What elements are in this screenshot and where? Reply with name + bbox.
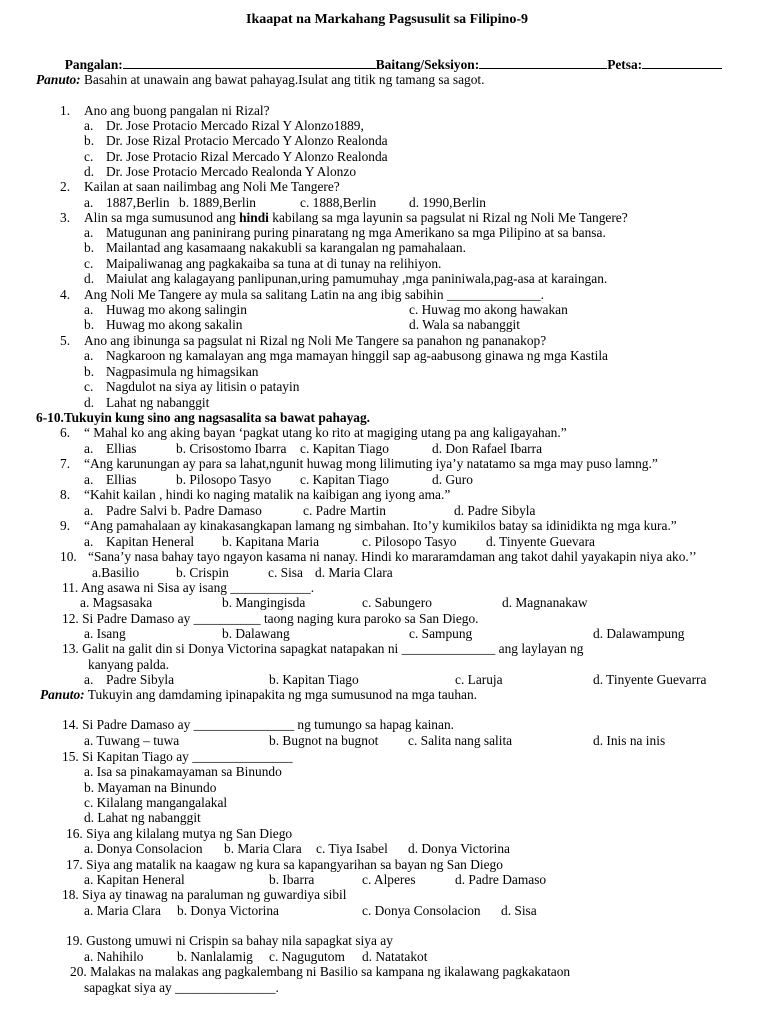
choice-label: a. bbox=[84, 302, 94, 317]
q10-choice-c: c. Sisa bbox=[268, 565, 303, 580]
q9-choice-c: c. Pilosopo Tasyo bbox=[362, 534, 457, 549]
choice-label: c. bbox=[84, 149, 94, 164]
choice-label: a. bbox=[84, 118, 94, 133]
section-number: 6-10. bbox=[36, 410, 64, 425]
panuto-text: Tukuyin ang damdaming ipinapakita ng mga sumusunod na mga tauhan. bbox=[84, 687, 478, 702]
q10-choice-d: d. Maria Clara bbox=[315, 565, 393, 580]
q15-choice-a: a. Isa sa pinakamayaman sa Binundo bbox=[84, 764, 282, 779]
q11-choice-d: d. Magnanakaw bbox=[502, 595, 588, 610]
q16-choice-b: b. Maria Clara bbox=[224, 841, 302, 856]
q16-stem: 16. Siya ang kilalang mutya ng San Diego bbox=[66, 826, 293, 841]
q3-number: 3. bbox=[60, 210, 71, 225]
q15-choice-d: d. Lahat ng nabanggit bbox=[84, 810, 201, 825]
q13-choice-a: Padre Sibyla bbox=[106, 672, 175, 687]
q18-choice-b: b. Donya Victorina bbox=[177, 903, 279, 918]
choice-label: a. bbox=[84, 195, 94, 210]
q7-choice-b: b. Pilosopo Tasyo bbox=[176, 472, 272, 487]
q19-choice-a: a. Nahihilo bbox=[84, 949, 144, 964]
q4-number: 4. bbox=[60, 287, 71, 302]
q9-choice-a: Kapitan Heneral bbox=[106, 534, 195, 549]
q3-stem-emphasis: hindi bbox=[239, 210, 269, 225]
q4-choice-b: Huwag mo akong sakalin bbox=[106, 317, 243, 332]
q18-choice-d: d. Sisa bbox=[501, 903, 537, 918]
q17-choice-c: c. Alperes bbox=[362, 872, 416, 887]
q3-stem-post: kabilang sa mga layunin sa pagsulat ni Rizal ng Noli Me Tangere? bbox=[268, 210, 628, 225]
q10-choice-a: a.Basilio bbox=[92, 565, 140, 580]
q7-choice-c: c. Kapitan Tiago bbox=[300, 472, 389, 487]
q2-choice-d: d. 1990,Berlin bbox=[409, 195, 486, 210]
choice-label: a. bbox=[84, 441, 94, 456]
choice-label: a. bbox=[84, 503, 94, 518]
petsa-blank[interactable] bbox=[642, 57, 722, 69]
q12-stem: 12. Si Padre Damaso ay __________ taong naging kura paroko sa San Diego. bbox=[62, 611, 479, 626]
q6-choice-d: d. Don Rafael Ibarra bbox=[432, 441, 543, 456]
page-title: Ikaapat na Markahang Pagsusulit sa Filipino-9 bbox=[246, 12, 529, 27]
choice-label: b. bbox=[84, 133, 95, 148]
q4-choice-a: Huwag mo akong salingin bbox=[106, 302, 247, 317]
q17-stem: 17. Siya ang matalik na kaagaw ng kura sa kapangyarihan sa bayan ng San Diego bbox=[66, 857, 503, 872]
q6-stem: “ Mahal ko ang aking bayan ‘pagkat utang ko rito at magiging utang pa ang kaligayahan.” bbox=[84, 425, 567, 440]
q3-stem-pre: Alin sa mga sumusunod ang bbox=[84, 210, 240, 225]
pangalan-blank[interactable] bbox=[123, 57, 376, 69]
choice-label: c. bbox=[84, 256, 94, 271]
q17-choice-b: b. Ibarra bbox=[269, 872, 315, 887]
q17-choice-a: a. Kapitan Heneral bbox=[84, 872, 185, 887]
instructions-1 bbox=[36, 72, 485, 87]
choice-label: b. bbox=[84, 364, 95, 379]
q14-choice-a: a. Tuwang – tuwa bbox=[84, 733, 180, 748]
q1-choice-a: Dr. Jose Protacio Mercado Rizal Y Alonzo1889, bbox=[106, 118, 364, 133]
q6-choice-c: c. Kapitan Tiago bbox=[300, 441, 389, 456]
choice-label: a. bbox=[84, 534, 94, 549]
q1-number: 1. bbox=[60, 103, 71, 118]
q10-stem: “Sana’y nasa bahay tayo ngayon kasama ni nanay. Hindi ko mararamdaman ang takot dahil yayakapin niya ako.’’ bbox=[88, 549, 697, 564]
q9-choice-d: d. Tinyente Guevara bbox=[486, 534, 595, 549]
q18-choice-a: a. Maria Clara bbox=[84, 903, 161, 918]
q19-stem: 19. Gustong umuwi ni Crispin sa bahay nila sapagkat siya ay bbox=[66, 933, 393, 948]
q16-choice-c: c. Tiya Isabel bbox=[316, 841, 388, 856]
q8-choice-ab: Padre Salvi b. Padre Damaso bbox=[106, 503, 262, 518]
q5-number: 5. bbox=[60, 333, 71, 348]
q11-stem: 11. Ang asawa ni Sisa ay isang ____________. bbox=[62, 580, 315, 595]
q1-stem: Ano ang buong pangalan ni Rizal? bbox=[84, 103, 270, 118]
q11-choice-c: c. Sabungero bbox=[362, 595, 432, 610]
baitang-blank[interactable] bbox=[479, 57, 607, 69]
q10-number: 10. bbox=[60, 549, 77, 564]
q17-choice-d: d. Padre Damaso bbox=[455, 872, 547, 887]
q3-choice-a: Matugunan ang paninirang puring pinaratang ng mga Amerikano sa mga Pilipino at sa bansa. bbox=[106, 225, 606, 240]
q5-choice-c: Nagdulot na siya ay litisin o patayin bbox=[106, 379, 300, 394]
q13-stem: 13. Galit na galit din si Donya Victorina sapagkat natapakan ni ______________ ang laylayan ng bbox=[62, 641, 584, 656]
q5-choice-b: Nagpasimula ng himagsikan bbox=[106, 364, 259, 379]
q12-choice-a: a. Isang bbox=[84, 626, 126, 641]
section-heading bbox=[36, 410, 370, 425]
q16-choice-a: a. Donya Consolacion bbox=[84, 841, 203, 856]
q16-choice-d: d. Donya Victorina bbox=[408, 841, 510, 856]
q3-choice-d: Maiulat ang kalagayang panlipunan,uring pamumuhay ,mga paniniwala,pag-asa at karaingan. bbox=[106, 271, 608, 286]
q14-choice-c: c. Salita nang salita bbox=[408, 733, 513, 748]
q8-choice-c: c. Padre Martin bbox=[303, 503, 386, 518]
q9-stem: “Ang pamahalaan ay kinakasangkapan lamang ng simbahan. Ito’y kumikilos batay sa idinidikta ng mga kura.” bbox=[84, 518, 677, 533]
q4-stem: Ang Noli Me Tangere ay mula sa salitang Latin na ang ibig sabihin ______________. bbox=[84, 287, 544, 302]
q5-choice-a: Nagkaroon ng kamalayan ang mga mamayan hinggil sap ag-aabusong ginawa ng mga Kastila bbox=[106, 348, 608, 363]
q4-choice-c: c. Huwag mo akong hawakan bbox=[409, 302, 568, 317]
choice-label: b. bbox=[84, 240, 95, 255]
q13-choice-b: b. Kapitan Tiago bbox=[269, 672, 359, 687]
choice-label: d. bbox=[84, 271, 95, 286]
choice-label: a. bbox=[84, 225, 94, 240]
choice-label: c. bbox=[84, 379, 94, 394]
q14-stem: 14. Si Padre Damaso ay _______________ ng tumungo sa hapag kainan. bbox=[62, 717, 454, 732]
q12-choice-b: b. Dalawang bbox=[222, 626, 290, 641]
choice-label: a. bbox=[84, 672, 94, 687]
choice-label: b. bbox=[84, 317, 95, 332]
q7-choice-a: Ellias bbox=[106, 472, 137, 487]
q15-choice-b: b. Mayaman na Binundo bbox=[84, 780, 217, 795]
q19-choice-b: b. Nanlalamig bbox=[177, 949, 253, 964]
section-text: Tukuyin kung sino ang nagsasalita sa bawat pahayag. bbox=[63, 410, 371, 425]
choice-label: a. bbox=[84, 472, 94, 487]
q5-stem: Ano ang ibinunga sa pagsulat ni Rizal ng Noli Me Tangere sa panahon ng pananakop? bbox=[84, 333, 547, 348]
q8-number: 8. bbox=[60, 487, 71, 502]
name-field-row bbox=[58, 42, 722, 73]
q2-choice-c: c. 1888,Berlin bbox=[300, 195, 377, 210]
q13-choice-d: d. Tinyente Guevarra bbox=[593, 672, 707, 687]
q8-choice-d: d. Padre Sibyla bbox=[454, 503, 536, 518]
q8-stem: “Kahit kailan , hindi ko naging matalik na kaibigan ang iyong ama.” bbox=[84, 487, 451, 502]
q12-choice-c: c. Sampung bbox=[409, 626, 473, 641]
q11-choice-b: b. Mangingisda bbox=[222, 595, 306, 610]
q2-choice-a: 1887,Berlin bbox=[106, 195, 170, 210]
choice-label: d. bbox=[84, 395, 95, 410]
q5-choice-d: Lahat ng nabanggit bbox=[106, 395, 210, 410]
q6-choice-a: Ellias bbox=[106, 441, 137, 456]
q14-choice-d: d. Inis na inis bbox=[593, 733, 666, 748]
q3-stem bbox=[84, 210, 628, 225]
instructions-2 bbox=[40, 687, 477, 702]
q9-choice-b: b. Kapitana Maria bbox=[222, 534, 320, 549]
q1-choice-d: Dr. Jose Protacio Mercado Realonda Y Alonzo bbox=[106, 164, 357, 179]
q15-choice-c: c. Kilalang mangangalakal bbox=[84, 795, 228, 810]
q18-stem: 18. Siya ay tinawag na paraluman ng guwardiya sibil bbox=[62, 887, 347, 902]
q18-choice-c: c. Donya Consolacion bbox=[362, 903, 481, 918]
q19-choice-d: d. Natatakot bbox=[362, 949, 428, 964]
q14-choice-b: b. Bugnot na bugnot bbox=[269, 733, 379, 748]
q4-choice-d: d. Wala sa nabanggit bbox=[409, 317, 520, 332]
q9-number: 9. bbox=[60, 518, 71, 533]
q10-choice-b: b. Crispin bbox=[176, 565, 229, 580]
q20-stem-cont: sapagkat siya ay _______________. bbox=[84, 980, 279, 995]
q7-number: 7. bbox=[60, 456, 71, 471]
q2-number: 2. bbox=[60, 179, 71, 194]
q20-stem: 20. Malakas na malakas ang pagkalembang ni Basilio sa kampana ng ikalawang pagkakataon bbox=[70, 964, 571, 979]
q13-stem-cont: kanyang palda. bbox=[88, 657, 170, 672]
q6-choice-b: b. Crisostomo Ibarra bbox=[176, 441, 287, 456]
q6-number: 6. bbox=[60, 425, 71, 440]
q1-choice-b: Dr. Jose Rizal Protacio Mercado Y Alonzo Realonda bbox=[106, 133, 388, 148]
baitang-label: Baitang/Seksiyon: bbox=[375, 57, 480, 73]
q3-choice-c: Maipaliwanag ang pagkakaiba sa tuna at di tunay na relihiyon. bbox=[106, 256, 442, 271]
q12-choice-d: d. Dalawampung bbox=[593, 626, 685, 641]
q7-choice-d: d. Guro bbox=[432, 472, 473, 487]
panuto-text: Basahin at unawain ang bawat pahayag.Isulat ang titik ng tamang sa sagot. bbox=[80, 72, 485, 87]
q1-choice-c: Dr. Jose Protacio Rizal Mercado Y Alonzo Realonda bbox=[106, 149, 388, 164]
q2-choice-b: b. 1889,Berlin bbox=[179, 195, 256, 210]
choice-label: d. bbox=[84, 164, 95, 179]
q3-choice-b: Mailantad ang kasamaang nakakubli sa karangalan ng pamahalaan. bbox=[106, 240, 466, 255]
panuto-label: Panuto: bbox=[40, 687, 85, 702]
q7-stem: “Ang karunungan ay para sa lahat,ngunit huwag mong lilimuting iya’y natatamo sa mga may puso lamng.” bbox=[84, 456, 658, 471]
q11-choice-a: a. Magsasaka bbox=[80, 595, 153, 610]
q2-stem: Kailan at saan nailimbag ang Noli Me Tangere? bbox=[84, 179, 340, 194]
petsa-label: Petsa: bbox=[607, 57, 643, 73]
q13-choice-c: c. Laruja bbox=[455, 672, 503, 687]
panuto-label: Panuto: bbox=[36, 72, 81, 87]
pangalan-label: Pangalan: bbox=[64, 57, 123, 73]
choice-label: a. bbox=[84, 348, 94, 363]
q19-choice-c: c. Nagugutom bbox=[269, 949, 345, 964]
q15-stem: 15. Si Kapitan Tiago ay _______________ bbox=[62, 749, 293, 764]
